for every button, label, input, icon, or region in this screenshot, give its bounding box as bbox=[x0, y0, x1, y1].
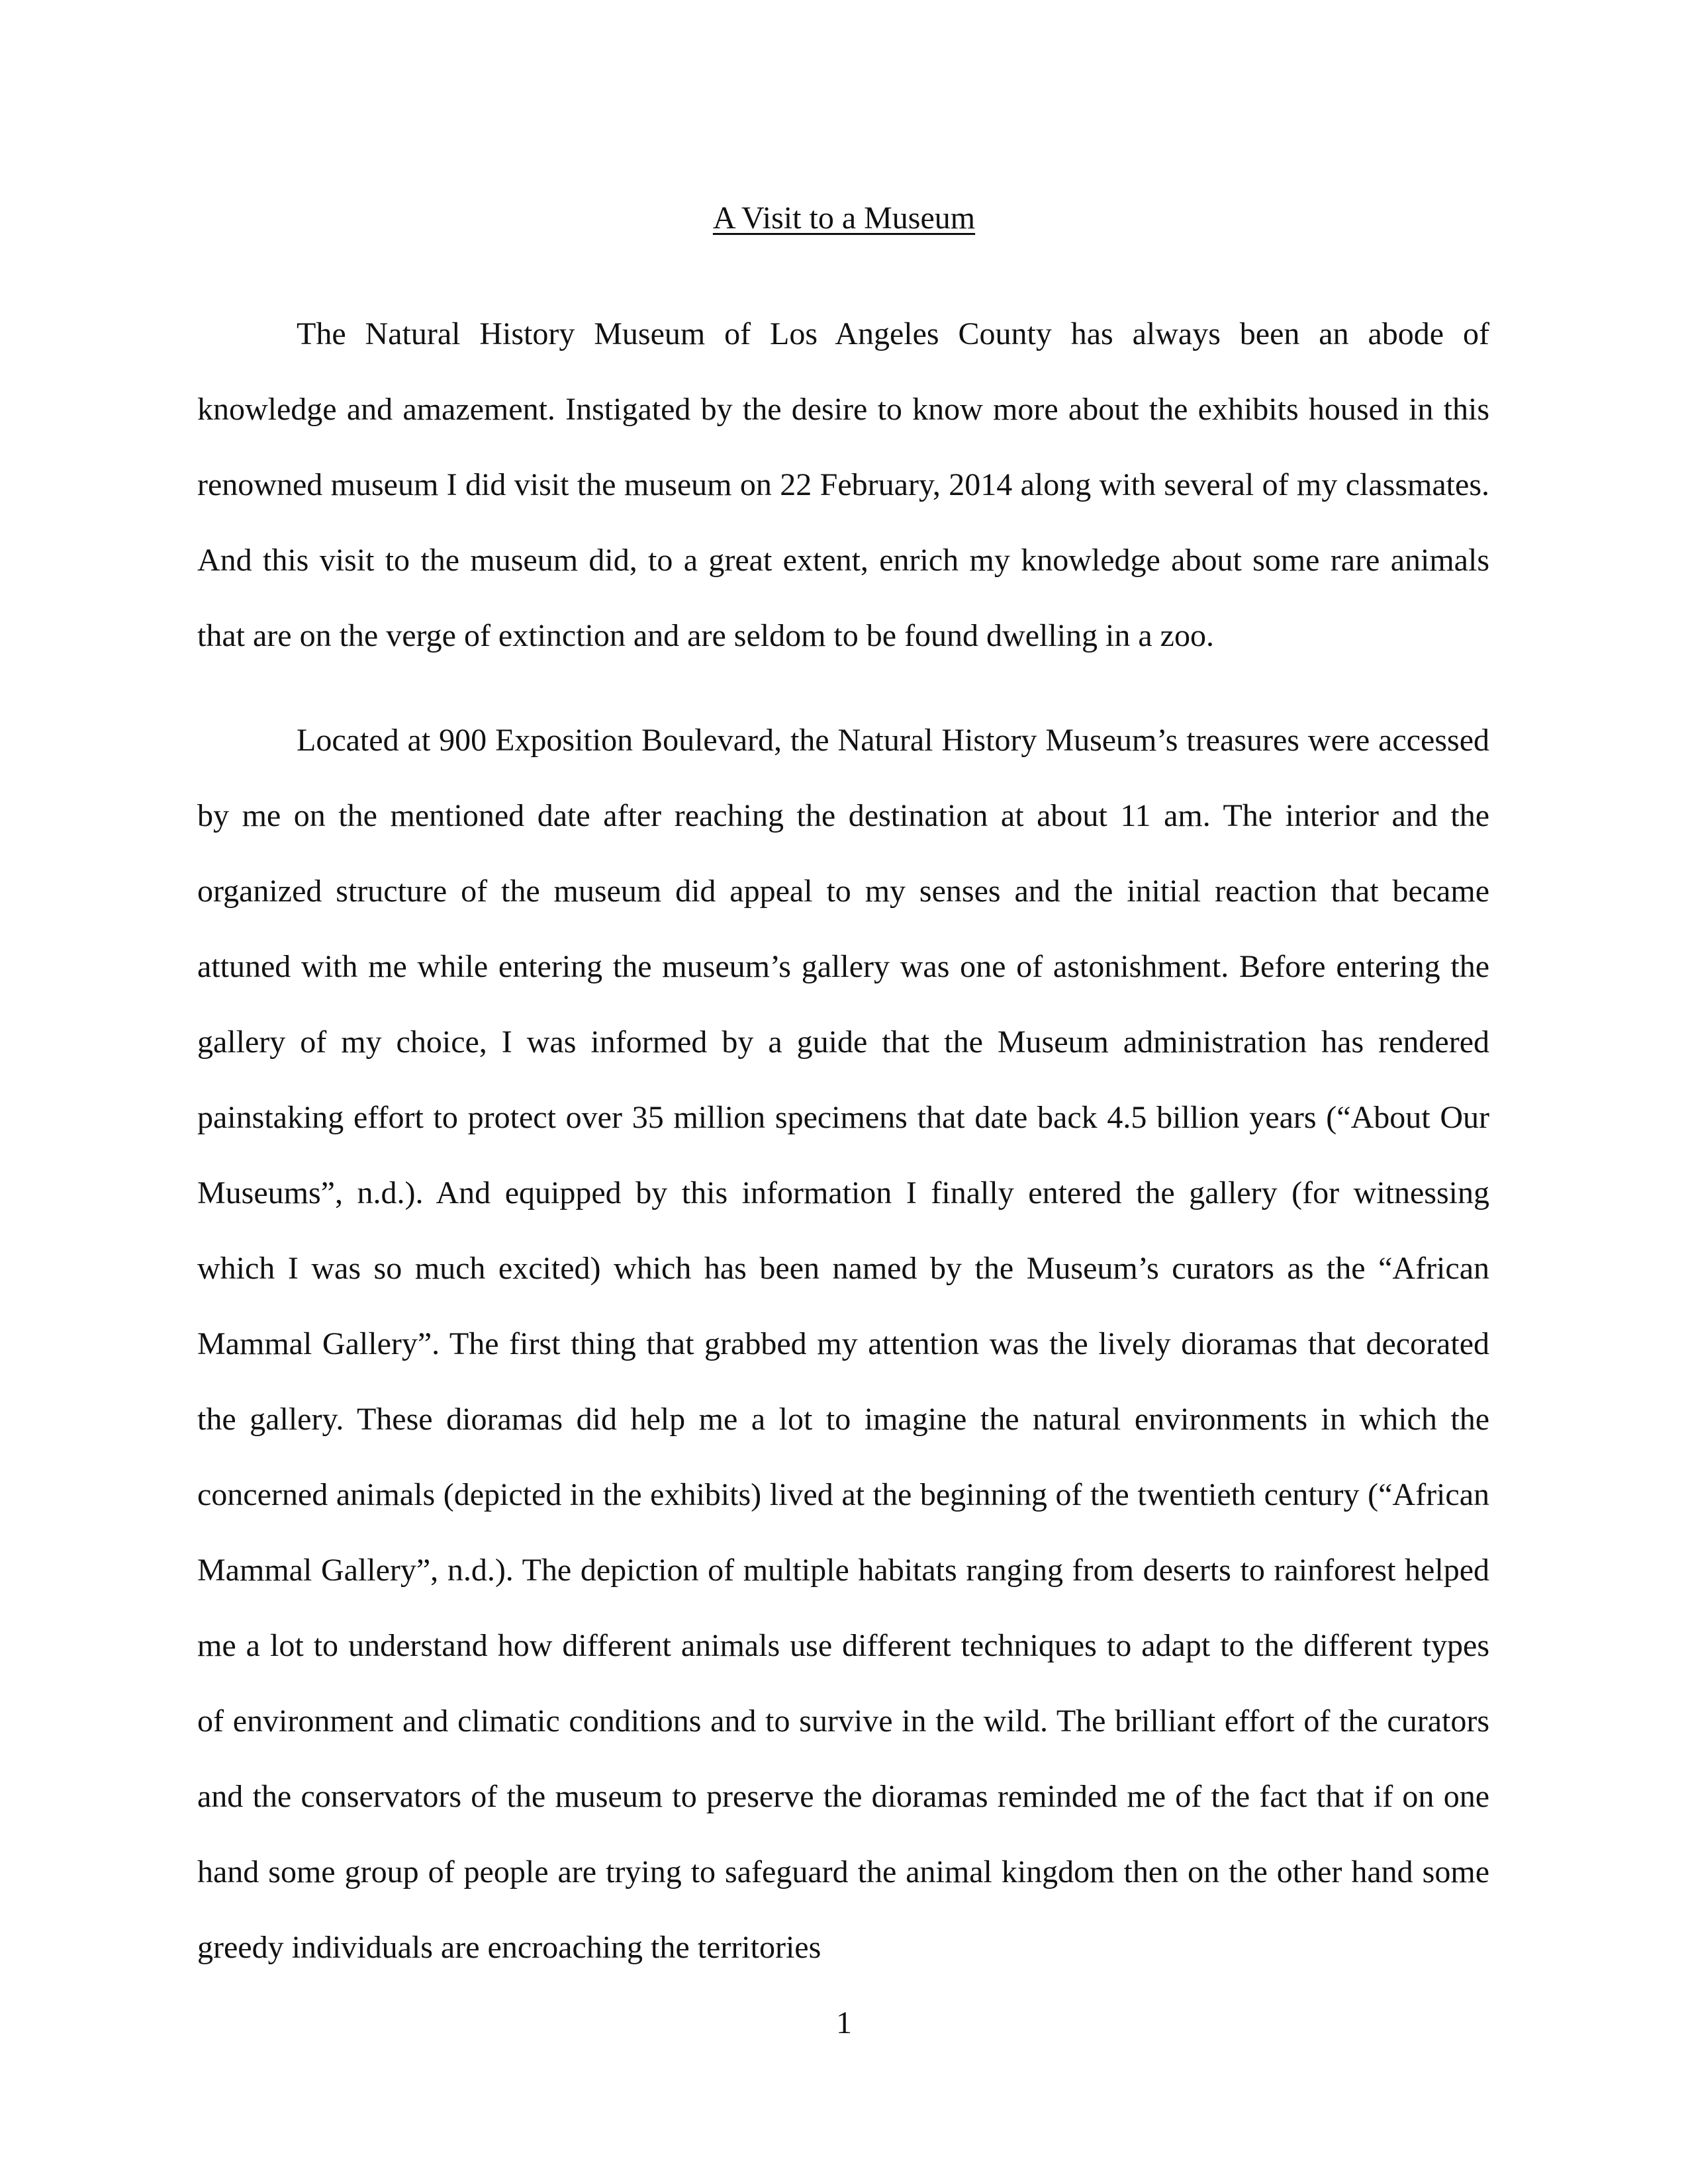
document-title bbox=[0, 197, 1688, 240]
body-paragraph-1: The Natural History Museum of Los Angeles County has always been an abode of knowledge and amazement. Instigated by the desire to know more about the exhibits housed in this renowned museum I did visit the museum on 22 February, 2014 along with several of my classmates. And this visit to the museum did, to a great extent, enrich my knowledge about some rare animals that are on the verge of extinction and are seldom to be found dwelling in a zoo. bbox=[197, 316, 1489, 653]
page-number: 1 bbox=[836, 2005, 852, 2040]
document-title-text: A Visit to a Museum bbox=[712, 201, 976, 236]
document-body bbox=[197, 296, 1489, 1985]
body-paragraph-2: Located at 900 Exposition Boulevard, the Natural History Museum’s treasures were accessed by me on the mentioned date after reaching the destination at about 11 am. The interior and the organized structure of the museum did appeal to my senses and the initial reaction that became attuned with me while entering the museum’s gallery was one of astonishment. Before entering the gallery of my choice, I was informed by a guide that the Museum administration has rendered painstaking effort to protect over 35 million specimens that date back 4.5 billion years (“About Our Museums”, n.d.). And equipped by this information I finally entered the gallery (for witnessing which I was so much excited) which has been named by the Museum’s curators as the “African Mammal Gallery”. The first thing that grabbed my attention was the lively dioramas that decorated the gallery. These dioramas did help me a lot to imagine the natural environments in which the concerned animals (depicted in the exhibits) lived at the beginning of the twentieth century (“African Mammal Gallery”, n.d.). The depiction of multiple habitats ranging from deserts to rainforest helped me a lot to understand how different animals use different techniques to adapt to the different types of environment and climatic conditions and to survive in the wild. The brilliant effort of the curators and the conservators of the museum to preserve the dioramas reminded me of the fact that if on one hand some group of people are trying to safeguard the animal kingdom then on the other hand some greedy individuals are encroaching the territories bbox=[197, 723, 1489, 1965]
